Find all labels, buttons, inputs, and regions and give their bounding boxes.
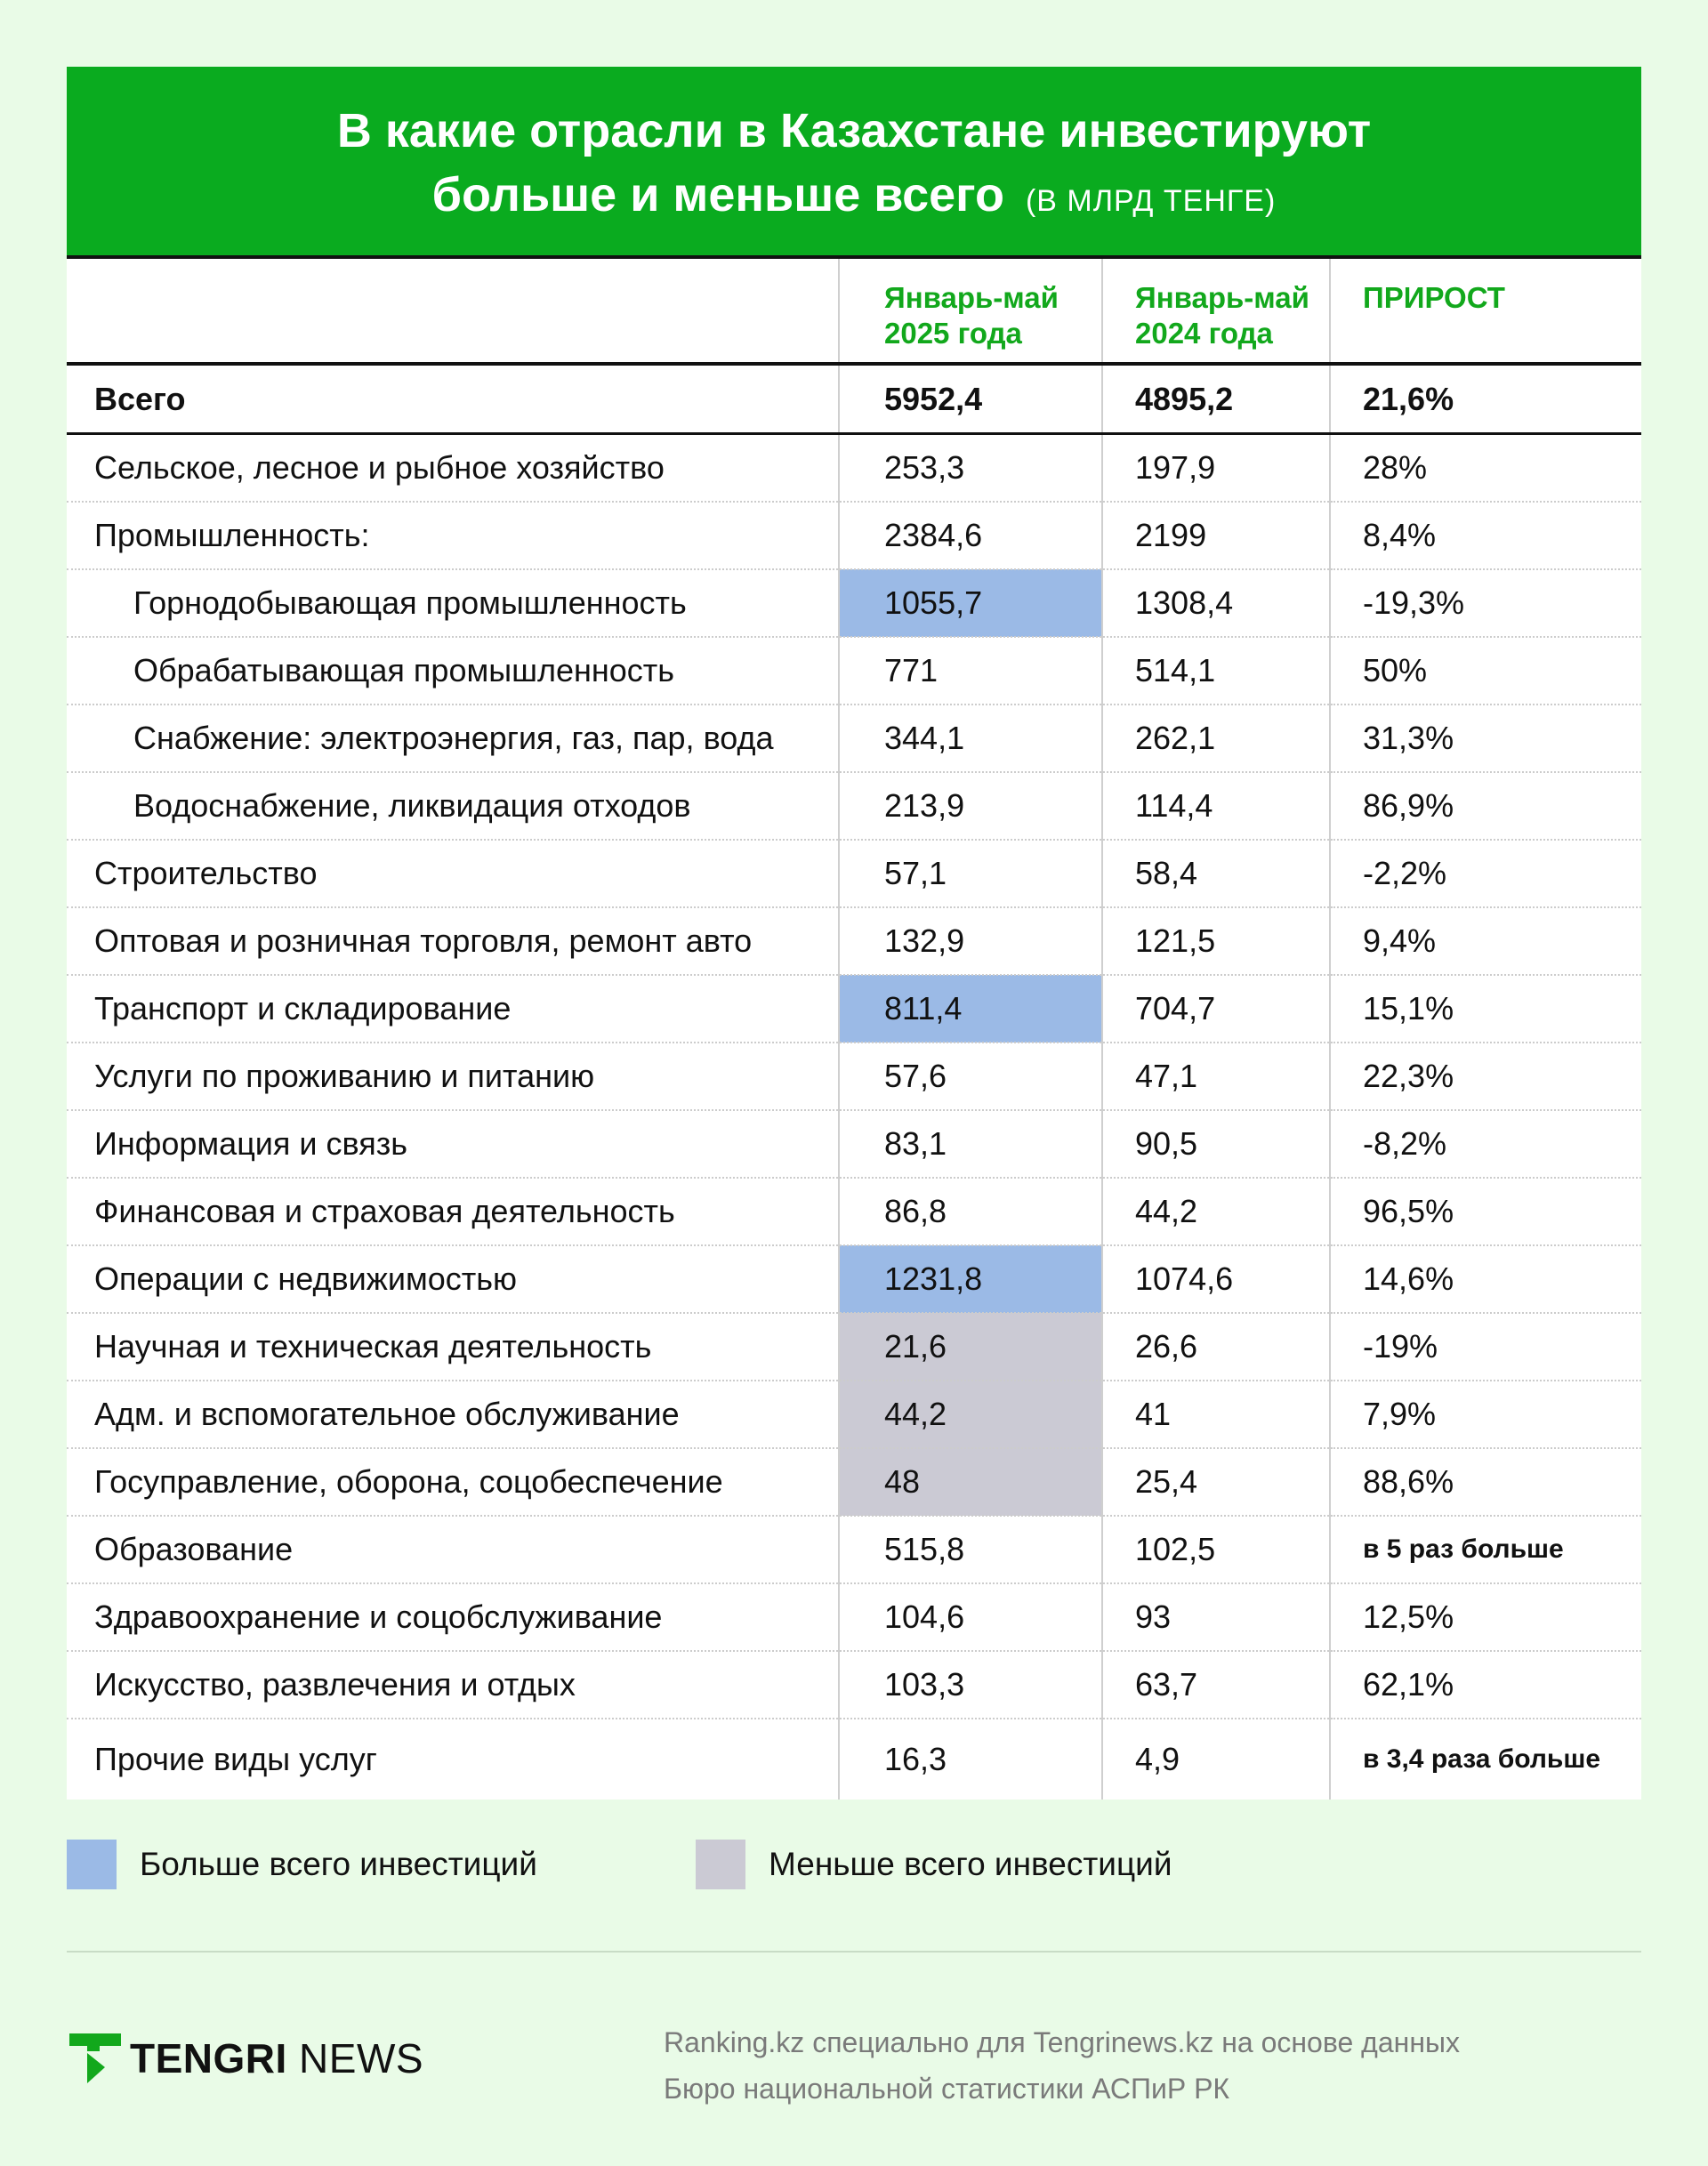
industry-name: Оптовая и розничная торговля, ремонт авто: [67, 907, 839, 975]
table-row: [67, 1516, 1641, 1583]
growth-value: 14,6%: [1330, 1245, 1641, 1313]
industry-name: Финансовая и страховая деятельность: [67, 1178, 839, 1245]
column-header-2024-text: Январь-май 2024 года: [1135, 281, 1309, 350]
table-row: [67, 434, 1641, 503]
value-2025: 771: [839, 637, 1102, 705]
legend-item-least: [696, 1840, 1172, 1889]
value-2024: 25,4: [1102, 1448, 1330, 1516]
growth-value: 96,5%: [1330, 1178, 1641, 1245]
table-row: [67, 1110, 1641, 1178]
industry-name: Искусство, развлечения и отдых: [67, 1651, 839, 1719]
table-row: [67, 502, 1641, 569]
growth-value: 50%: [1330, 637, 1641, 705]
growth-value: 62,1%: [1330, 1651, 1641, 1719]
growth-value: -19,3%: [1330, 569, 1641, 637]
value-2025: 344,1: [839, 705, 1102, 772]
industry-name: Операции с недвижимостью: [67, 1245, 839, 1313]
value-2025: 213,9: [839, 772, 1102, 840]
value-2024: 121,5: [1102, 907, 1330, 975]
industry-name: Строительство: [67, 840, 839, 907]
source-note: [664, 2019, 1460, 2112]
industry-name: Информация и связь: [67, 1110, 839, 1178]
growth-value: 86,9%: [1330, 772, 1641, 840]
table-row: [67, 1381, 1641, 1448]
value-2025: 48: [839, 1448, 1102, 1516]
investment-table: [67, 259, 1641, 1800]
industry-name: Адм. и вспомогательное обслуживание: [67, 1381, 839, 1448]
column-header-growth: ПРИРОСТ: [1330, 259, 1641, 364]
column-header-2024: [1102, 259, 1330, 364]
growth-value: 9,4%: [1330, 907, 1641, 975]
legend-label-least: Меньше всего инвестиций: [769, 1846, 1172, 1882]
infographic-card: [67, 67, 1641, 1800]
growth-value: 88,6%: [1330, 1448, 1641, 1516]
value-2025: 5952,4: [839, 364, 1102, 434]
table-row: [67, 840, 1641, 907]
industry-name: Обрабатывающая промышленность: [67, 637, 839, 705]
title-banner: [67, 67, 1641, 255]
industry-name: Здравоохранение и соцобслуживание: [67, 1583, 839, 1651]
column-header-2025: [839, 259, 1102, 364]
value-2024: 90,5: [1102, 1110, 1330, 1178]
value-2025: 103,3: [839, 1651, 1102, 1719]
tengri-logo-icon: [69, 2033, 121, 2083]
table-row: [67, 1313, 1641, 1381]
value-2024: 2199: [1102, 502, 1330, 569]
title-line-1: В какие отрасли в Казахстане инвестируют: [336, 104, 1372, 157]
table-row: [67, 1719, 1641, 1800]
logo-wordmark: [130, 2034, 423, 2082]
industry-name: Транспорт и складирование: [67, 975, 839, 1043]
value-2025: 515,8: [839, 1516, 1102, 1583]
table-row: [67, 1178, 1641, 1245]
legend-item-most: [67, 1840, 537, 1889]
industry-name: Снабжение: электроэнергия, газ, пар, вода: [67, 705, 839, 772]
industry-name: Госуправление, оборона, соцобеспечение: [67, 1448, 839, 1516]
table-row: [67, 907, 1641, 975]
value-2024: 102,5: [1102, 1516, 1330, 1583]
growth-value: 21,6%: [1330, 364, 1641, 434]
growth-value: -8,2%: [1330, 1110, 1641, 1178]
value-2024: 26,6: [1102, 1313, 1330, 1381]
table-row: [67, 1245, 1641, 1313]
tengri-news-logo: [69, 2033, 423, 2083]
industry-name: Сельское, лесное и рыбное хозяйство: [67, 434, 839, 503]
industry-name: Образование: [67, 1516, 839, 1583]
value-2024: 1074,6: [1102, 1245, 1330, 1313]
value-2025: 132,9: [839, 907, 1102, 975]
value-2024: 4,9: [1102, 1719, 1330, 1800]
growth-value: в 3,4 раза больше: [1330, 1719, 1641, 1800]
value-2025: 57,6: [839, 1043, 1102, 1110]
logo-wordmark-bold: TENGRI: [130, 2035, 287, 2081]
industry-name: Услуги по проживанию и питанию: [67, 1043, 839, 1110]
value-2025: 104,6: [839, 1583, 1102, 1651]
growth-value: 22,3%: [1330, 1043, 1641, 1110]
source-line-1: Ranking.kz специально для Tengrinews.kz на основе данных: [664, 2026, 1460, 2058]
logo-wordmark-regular: NEWS: [286, 2035, 424, 2081]
title-line-2-text: больше и меньше всего: [431, 168, 1004, 221]
table-row: [67, 637, 1641, 705]
industry-name: Прочие виды услуг: [94, 1741, 377, 1777]
growth-value: 7,9%: [1330, 1381, 1641, 1448]
table-row: [67, 772, 1641, 840]
value-2025: 811,4: [839, 975, 1102, 1043]
value-2024: 262,1: [1102, 705, 1330, 772]
value-2025: 83,1: [839, 1110, 1102, 1178]
footer-divider: [67, 1951, 1641, 1953]
value-2025: 86,8: [839, 1178, 1102, 1245]
table-row: [67, 1043, 1641, 1110]
total-row: [67, 364, 1641, 434]
industry-name: Горнодобывающая промышленность: [67, 569, 839, 637]
value-2025: 44,2: [839, 1381, 1102, 1448]
value-2024: 704,7: [1102, 975, 1330, 1043]
value-2024: 197,9: [1102, 434, 1330, 503]
unit-label: (В МЛРД ТЕНГЕ): [1025, 184, 1277, 218]
title-line-2: [67, 163, 1641, 233]
value-2025: 57,1: [839, 840, 1102, 907]
column-header-industry: [67, 259, 839, 364]
industry-name: Промышленность:: [67, 502, 839, 569]
growth-value: 28%: [1330, 434, 1641, 503]
value-2024: 58,4: [1102, 840, 1330, 907]
table-body: [67, 364, 1641, 1800]
source-line-2: Бюро национальной статистики АСПиР РК: [664, 2073, 1230, 2105]
table-row: [67, 705, 1641, 772]
value-2025: 2384,6: [839, 502, 1102, 569]
value-2024: 114,4: [1102, 772, 1330, 840]
table-row: [67, 569, 1641, 637]
table-header-row: [67, 259, 1641, 364]
legend-label-most: Больше всего инвестиций: [140, 1846, 537, 1882]
growth-value: 8,4%: [1330, 502, 1641, 569]
value-2024: 47,1: [1102, 1043, 1330, 1110]
value-2024: 93: [1102, 1583, 1330, 1651]
table-row: [67, 1651, 1641, 1719]
value-2024: 1308,4: [1102, 569, 1330, 637]
legend-swatch-least: [696, 1840, 745, 1889]
table-row: [67, 1583, 1641, 1651]
industry-name: Научная и техническая деятельность: [67, 1313, 839, 1381]
value-2025: 1231,8: [839, 1245, 1102, 1313]
industry-name: Водоснабжение, ликвидация отходов: [67, 772, 839, 840]
table-row: [67, 1448, 1641, 1516]
value-2024: 63,7: [1102, 1651, 1330, 1719]
value-2025: 253,3: [839, 434, 1102, 503]
growth-value: в 5 раз больше: [1330, 1516, 1641, 1583]
growth-value: 12,5%: [1330, 1583, 1641, 1651]
growth-value: -19%: [1330, 1313, 1641, 1381]
legend-swatch-most: [67, 1840, 117, 1889]
value-2024: 514,1: [1102, 637, 1330, 705]
value-2024: 44,2: [1102, 1178, 1330, 1245]
value-2024: 4895,2: [1102, 364, 1330, 434]
value-2025: 21,6: [839, 1313, 1102, 1381]
industry-name: Всего: [67, 364, 839, 434]
column-header-2025-text: Январь-май 2025 года: [884, 281, 1059, 350]
value-2025: 16,3: [839, 1719, 1102, 1800]
table-row: [67, 975, 1641, 1043]
growth-value: 15,1%: [1330, 975, 1641, 1043]
value-2024: 41: [1102, 1381, 1330, 1448]
value-2025: 1055,7: [839, 569, 1102, 637]
growth-value: -2,2%: [1330, 840, 1641, 907]
growth-value: 31,3%: [1330, 705, 1641, 772]
